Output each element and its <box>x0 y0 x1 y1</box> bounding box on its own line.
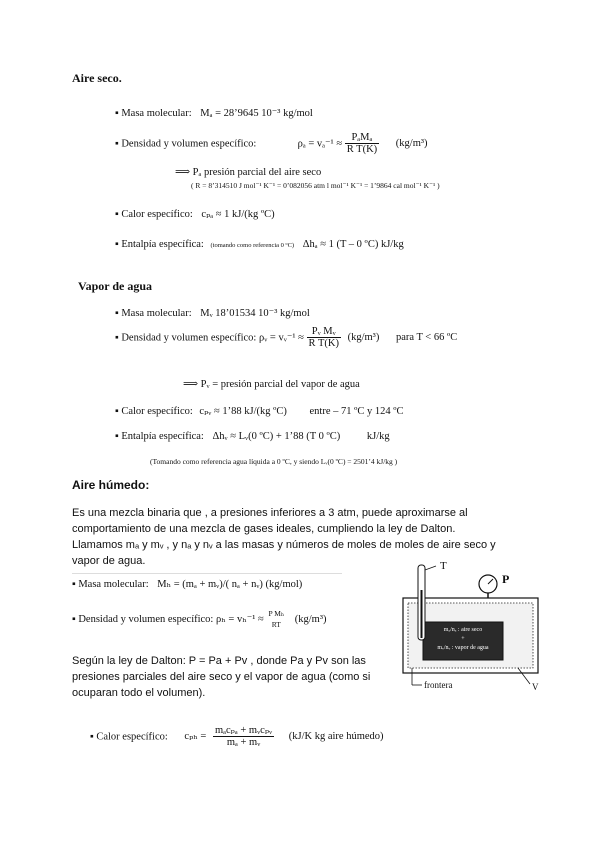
calor-label: ▪ Calor específico: <box>115 406 193 417</box>
thermometer-leader <box>425 566 436 570</box>
humedo-masa-row <box>72 578 302 590</box>
aire-seco-densidad-row <box>115 132 428 156</box>
r-constant-line: ( R = 8’314510 J mol⁻¹ K⁻¹ = 0’082056 atm l mol⁻¹ K⁻¹ = 1’9864 cal mol⁻¹ K⁻¹ ) <box>191 181 440 190</box>
entalpia-formula: Δhₐ ≈ 1 (T – 0 ºC) kJ/kg <box>302 239 404 250</box>
dalton-line-2: presiones parciales del aire seco y el vapor de agua (como si <box>72 671 371 683</box>
humedo-calor-row <box>90 725 384 749</box>
densidad-denominator: R T(K) <box>346 144 378 155</box>
densidad-numerator: P Mₕ <box>268 609 285 618</box>
section-title-aire-seco: Aire seco. <box>72 71 122 85</box>
densidad-label: ▪ Densidad y volumen específico: <box>115 138 257 150</box>
densidad-fraction <box>307 326 341 350</box>
densidad-numerator: Pᵥ Mᵥ <box>307 326 341 338</box>
densidad-numerator: PₐMₐ <box>345 132 379 144</box>
densidad-fraction <box>345 132 379 156</box>
label-v: V <box>532 682 539 692</box>
entalpia-label: ▪ Entalpía específica: <box>115 239 204 250</box>
densidad-denominator: RT <box>271 620 281 629</box>
calor-label: ▪ Calor específico: <box>90 731 168 743</box>
container-diagram <box>398 560 548 695</box>
calor-units: (kJ/K kg aire húmedo) <box>288 731 384 743</box>
calor-formula: cₚᵥ ≈ 1’88 kJ/(kg ºC) <box>199 406 287 417</box>
mixture-line-1: mₐ/nₐ : aire seco <box>443 627 483 633</box>
mixture-line-2: + <box>461 636 465 642</box>
calor-range: entre – 71 ºC y 124 ºC <box>309 406 404 417</box>
mixture-text <box>423 626 503 653</box>
section-title-aire-humedo: Aire húmedo: <box>72 478 150 492</box>
densidad-denominator: R T(K) <box>308 338 339 349</box>
vapor-calor-row <box>115 405 404 417</box>
dalton-paragraph <box>72 653 370 701</box>
calor-denominator: mₐ + mᵥ <box>226 737 261 748</box>
vapor-masa-row <box>115 307 310 319</box>
calor-fraction <box>213 725 274 749</box>
label-p: P <box>502 572 510 586</box>
calor-numerator: mₐcₚₐ + mᵥcₚᵥ <box>214 725 273 736</box>
intro-line-3: Llamamos mₐ y mᵥ , y nₐ y nᵥ a las masas y números de moles de moles de aire seco y <box>72 539 496 551</box>
densidad-fraction <box>266 608 286 631</box>
entalpia-units: kJ/kg <box>366 431 390 442</box>
masa-formula: Mᵥ 18’01534 10⁻³ kg/mol <box>200 308 310 319</box>
masa-label: ▪ Masa molecular: <box>72 579 149 590</box>
dalton-line-3: ocuparan todo el volumen). <box>72 687 206 699</box>
densidad-condition: para T < 66 ºC <box>395 332 458 344</box>
dalton-line-1: Según la ley de Dalton: P = Pa + Pv , donde Pa y Pv son las <box>72 655 366 667</box>
entalpia-label: ▪ Entalpía específica: <box>115 431 204 442</box>
masa-label: ▪ Masa molecular: <box>115 308 192 319</box>
masa-formula: Mₕ = (mₐ + mᵥ)/( nₐ + nᵥ) (kg/mol) <box>157 579 303 590</box>
calor-formula: cₚₐ ≈ 1 kJ/(kg ºC) <box>201 209 275 220</box>
densidad-label: ▪ Densidad y volumen específico: <box>72 613 214 625</box>
humedo-densidad-row <box>72 608 326 631</box>
label-t: T <box>440 560 447 572</box>
pa-definition: ⟹ Pₐ presión parcial del aire seco <box>175 167 322 178</box>
masa-label: ▪ Masa molecular: <box>115 108 192 119</box>
label-frontera: frontera <box>424 680 453 690</box>
aire-seco-entalpia-row <box>115 239 404 250</box>
masa-formula: Mₐ = 28’9645 10⁻³ kg/mol <box>200 108 313 119</box>
densidad-lhs: ρᵥ = vᵥ⁻¹ ≈ <box>258 332 304 344</box>
densidad-lhs: ρₕ = vₕ⁻¹ ≈ <box>215 613 264 625</box>
mixture-line-3: mᵥ/nᵥ : vapor de agua <box>437 645 489 651</box>
densidad-label: ▪ Densidad y volumen específico: <box>115 332 257 344</box>
calor-lhs: cₚₕ = <box>184 731 207 743</box>
intro-line-4: vapor de agua. <box>72 555 146 567</box>
densidad-units: (kg/m³) <box>395 138 428 150</box>
entalpia-formula: Δhᵥ ≈ Lᵥ(0 ºC) + 1’88 (T 0 ºC) <box>212 431 341 442</box>
aire-seco-calor-row <box>115 208 275 220</box>
vapor-densidad-row <box>115 326 457 350</box>
densidad-units: (kg/m³) <box>294 613 327 625</box>
aire-seco-masa-row <box>115 107 313 119</box>
vapor-entalpia-note: (Tomando como referencia agua líquida a 0 ºC, y siendo Lᵥ(0 ºC) = 2501’4 kJ/kg ) <box>150 457 398 466</box>
section-title-vapor: Vapor de agua <box>78 279 153 293</box>
divider <box>72 573 342 574</box>
densidad-units: (kg/m³) <box>347 332 380 344</box>
vapor-entalpia-row <box>115 431 390 442</box>
pv-definition: ⟹ Pᵥ = presión parcial del vapor de agua <box>183 379 360 390</box>
intro-line-2: comportamiento de una mezcla de gases ideales, cumpliendo la ley de Dalton. <box>72 523 456 535</box>
entalpia-note: (tomando como referencia 0 ºC) <box>210 242 295 249</box>
densidad-lhs: ρₐ = vₐ⁻¹ ≈ <box>297 138 343 150</box>
intro-line-1: Es una mezcla binaria que , a presiones inferiores a 3 atm, puede aproximarse al <box>72 507 468 519</box>
calor-label: ▪ Calor específico: <box>115 209 193 220</box>
